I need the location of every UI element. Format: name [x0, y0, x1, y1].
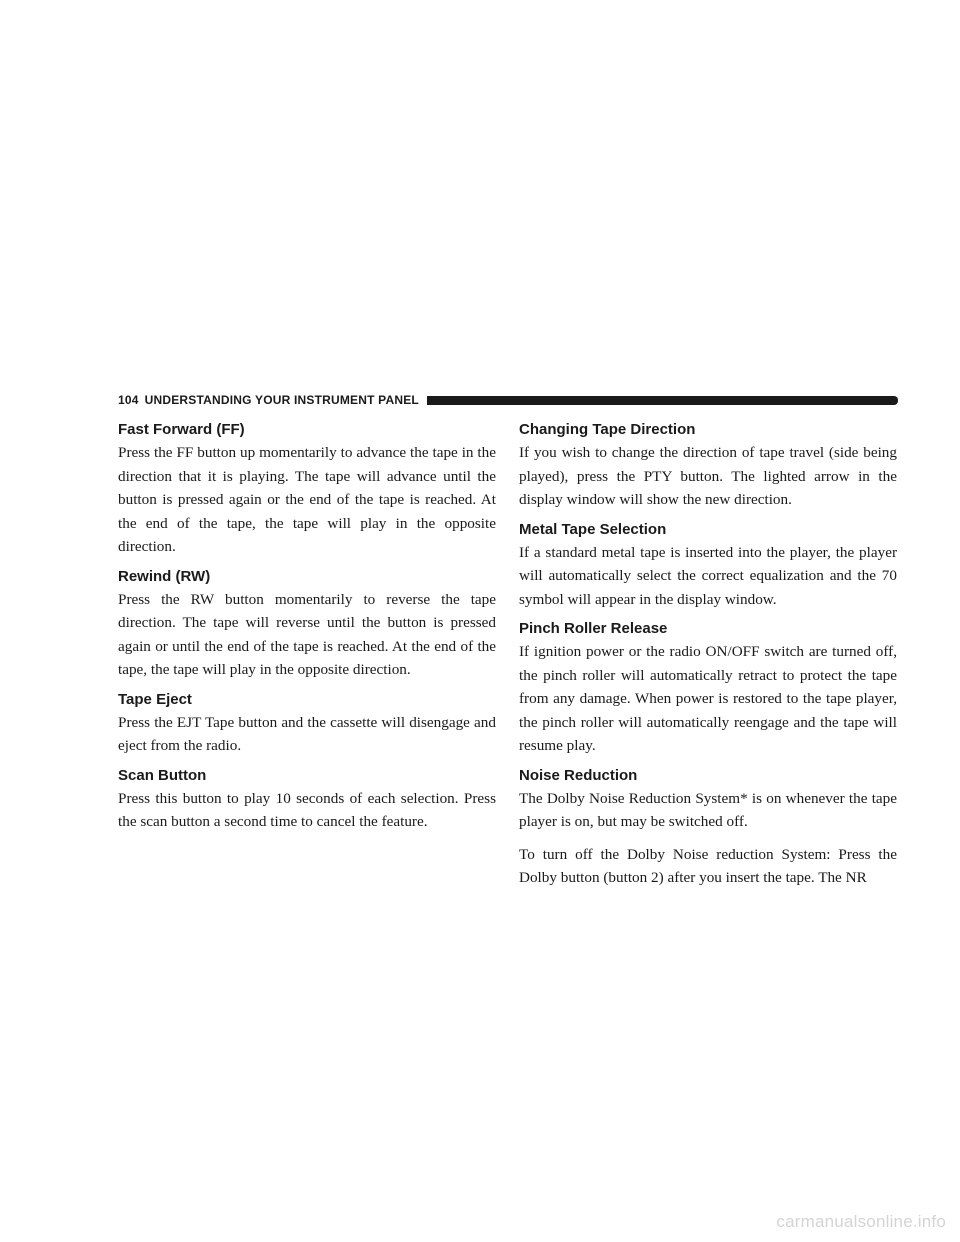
paragraph: If ignition power or the radio ON/OFF switch are turned off, the pinch roller will automatically retract to protect the tape from any damage. When power is restored to the tape player, the pinch roller will automatically reengage and the tape will resume play.	[519, 643, 897, 754]
header-rule	[427, 396, 898, 405]
section-rewind	[118, 567, 496, 682]
section-heading: Noise Reduction	[519, 766, 638, 784]
section-tape-eject	[118, 690, 496, 758]
section-heading: Scan Button	[118, 766, 207, 784]
section-heading: Pinch Roller Release	[519, 620, 668, 637]
paragraph: Press the RW button momentarily to reverse the tape direction. The tape will reverse until the button is pressed again or until the end of the tape is reached. At the end of the tape, the tape will play in the opposite direction.	[118, 590, 496, 678]
paragraph: To turn off the Dolby Noise reduction System: Press the Dolby button (button 2) after you insert the tape. The NR	[519, 845, 897, 886]
left-column	[118, 420, 496, 834]
section-heading: Changing Tape Direction	[519, 421, 696, 438]
paragraph: If a standard metal tape is inserted into the player, the player will automatically select the correct equalization and the 70 symbol will appear in the display window.	[519, 543, 897, 608]
section-heading: Metal Tape Selection	[519, 520, 667, 538]
section-heading: Fast Forward (FF)	[118, 421, 245, 438]
paragraph: If you wish to change the direction of tape travel (side being played), press the PTY button. The lighted arrow in the display window will show the new direction.	[519, 444, 897, 508]
section-changing-tape-direction	[519, 420, 897, 512]
right-column	[519, 420, 897, 890]
page-header	[118, 391, 898, 409]
paragraph: The Dolby Noise Reduction System* is on whenever the tape player is on, but may be switched off.	[519, 789, 897, 830]
paragraph: Press the FF button up momentarily to advance the tape in the direction that it is playing. The tape will advance until the button is pressed again or the end of the tape is reached. At the end of the tape, the tape will play in the opposite direction.	[118, 444, 496, 555]
section-fast-forward	[118, 420, 496, 559]
paragraph: Press this button to play 10 seconds of each selection. Press the scan button a second time to cancel the feature.	[118, 789, 496, 830]
page-number: 104	[118, 393, 139, 407]
section-scan-button	[118, 766, 496, 834]
section-pinch-roller-release	[519, 619, 897, 758]
section-title: UNDERSTANDING YOUR INSTRUMENT PANEL	[144, 393, 419, 407]
paragraph: Press the EJT Tape button and the cassette will disengage and eject from the radio.	[118, 713, 496, 754]
section-heading: Rewind (RW)	[118, 567, 211, 585]
section-metal-tape-selection	[519, 520, 897, 612]
section-heading: Tape Eject	[118, 690, 192, 708]
section-noise-reduction	[519, 766, 897, 890]
watermark: carmanualsonline.info	[776, 1212, 946, 1231]
